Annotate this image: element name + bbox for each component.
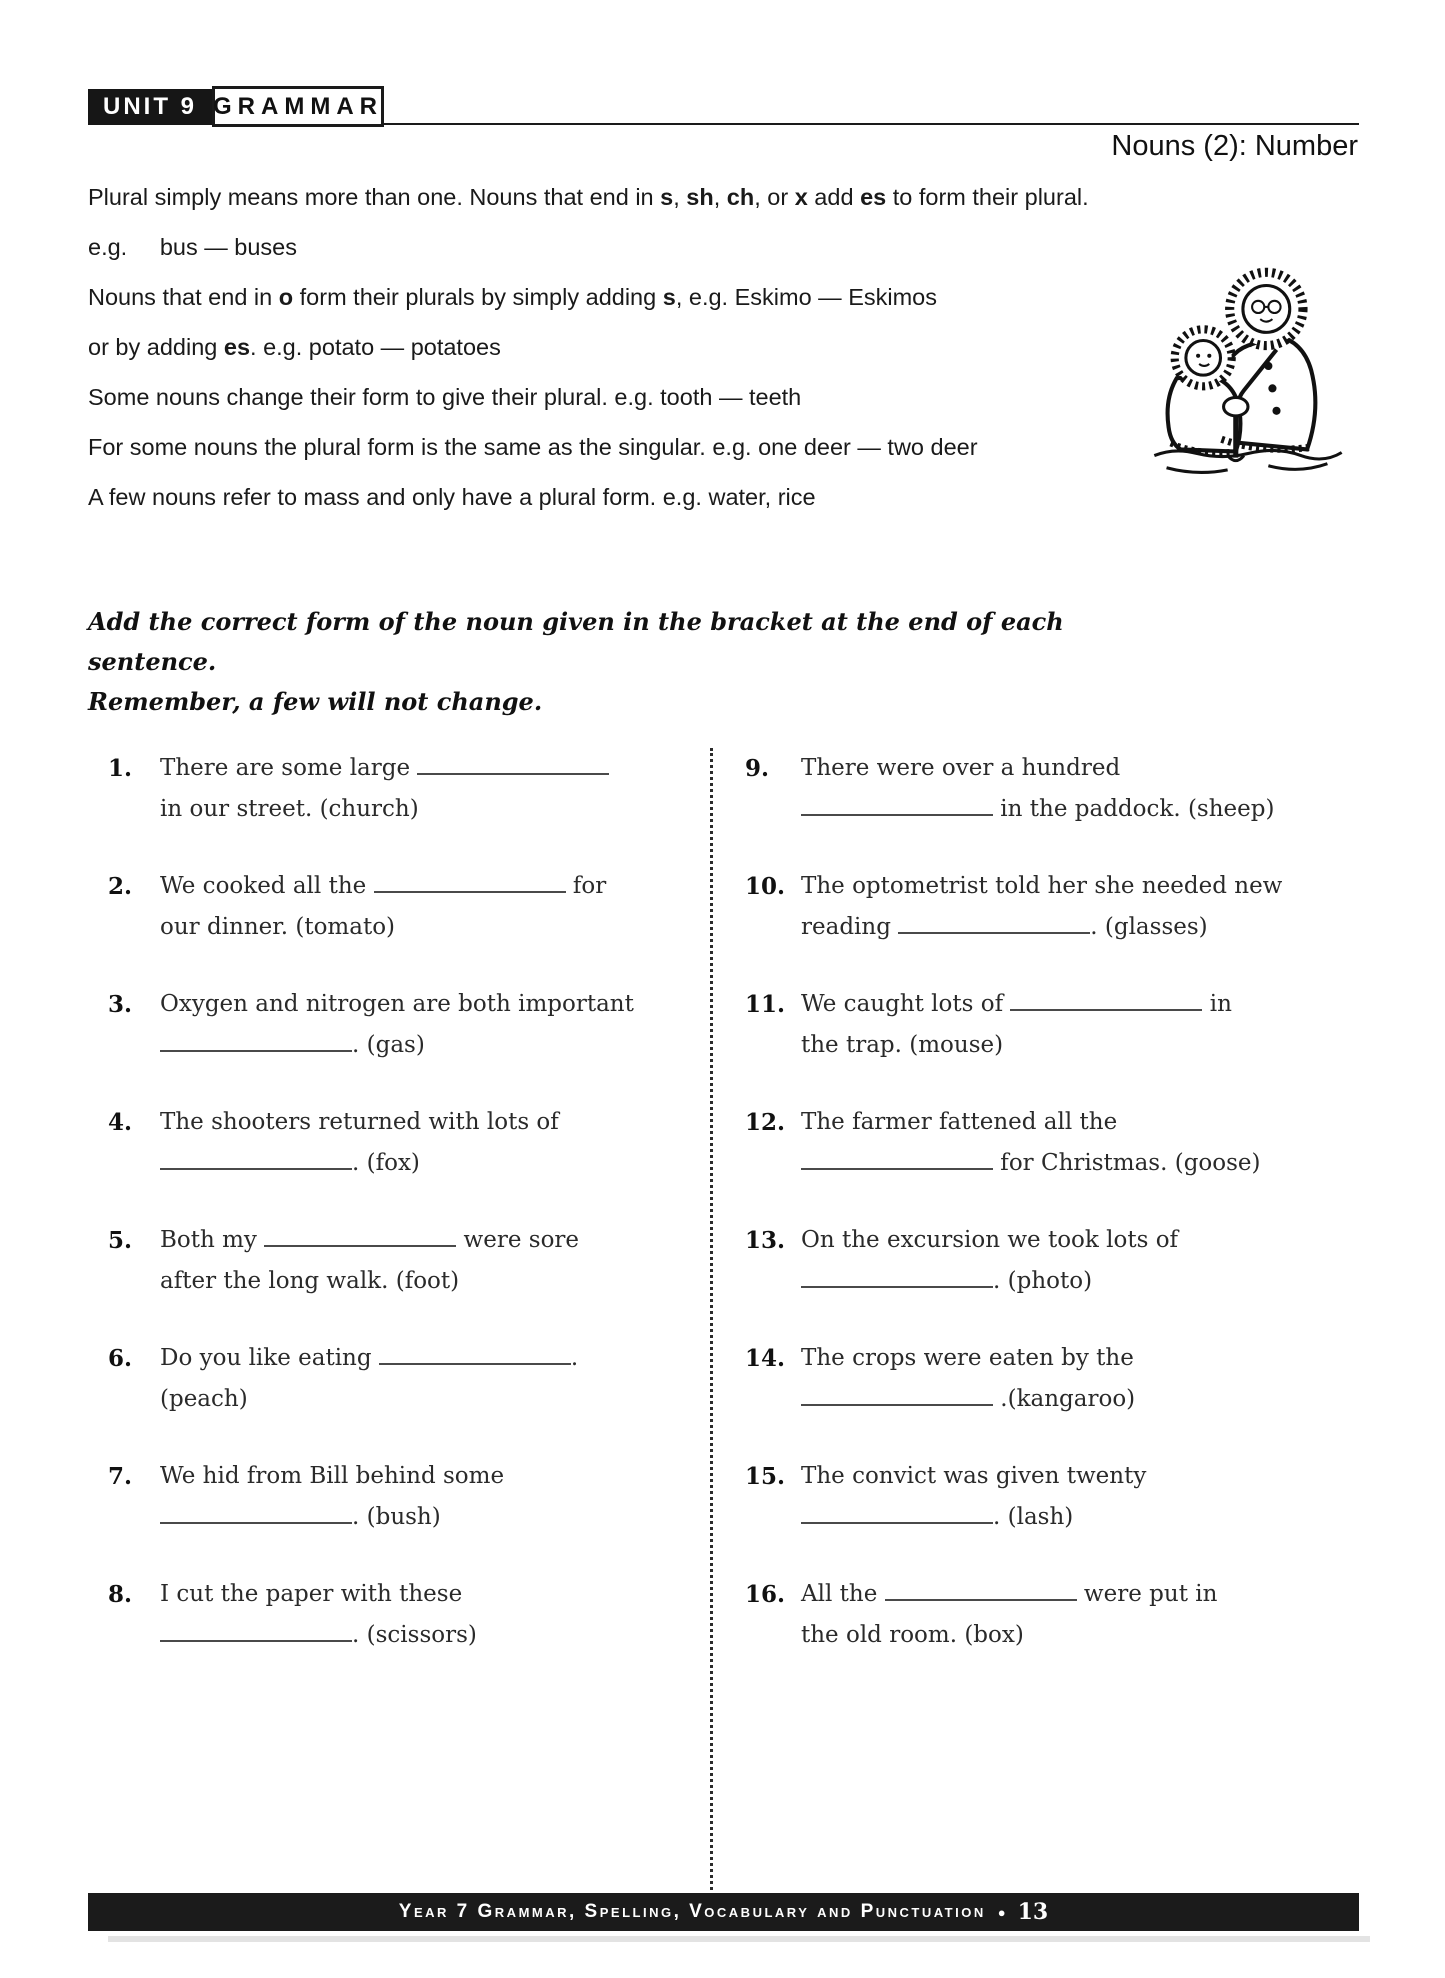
question-line: our dinner. (tomato) xyxy=(160,914,396,940)
blank-line xyxy=(801,790,993,816)
intro-line: e.g. bus — buses xyxy=(88,234,297,260)
question-item xyxy=(108,748,710,830)
questions-left xyxy=(88,748,710,1890)
question-text xyxy=(160,1574,710,1656)
question-item xyxy=(108,984,710,1066)
question-text xyxy=(801,1338,1359,1420)
question-text xyxy=(160,984,710,1066)
blank-line xyxy=(885,1575,1077,1601)
question-text xyxy=(160,748,710,830)
question-line: I cut the paper with these xyxy=(160,1581,463,1607)
blank-line xyxy=(160,1616,352,1642)
question-text xyxy=(801,984,1359,1066)
blank-line xyxy=(379,1339,571,1365)
question-line: for Christmas. (goose) xyxy=(801,1143,1359,1184)
blank-line xyxy=(801,1498,993,1524)
question-line: On the excursion we took lots of xyxy=(801,1227,1179,1253)
question-item xyxy=(108,1574,710,1656)
question-item xyxy=(745,984,1359,1066)
question-number: 4. xyxy=(108,1109,133,1136)
question-text xyxy=(160,1456,710,1538)
unit-badge: UNIT 9 xyxy=(88,89,212,125)
blank-line xyxy=(801,1262,993,1288)
question-item xyxy=(108,1338,710,1420)
question-line: . (photo) xyxy=(801,1261,1359,1302)
question-line: . (bush) xyxy=(160,1497,710,1538)
blank-line xyxy=(1010,985,1202,1011)
questions-right xyxy=(713,748,1359,1890)
footer-text: Year 7 Grammar, Spelling, Vocabulary and Punctuation xyxy=(398,1901,986,1922)
question-line: There were over a hundred xyxy=(801,755,1121,781)
instructions-line-2: Remember, a few will not change. xyxy=(88,687,543,716)
question-line: The crops were eaten by the xyxy=(801,1345,1134,1371)
question-line: the old room. (box) xyxy=(801,1622,1024,1648)
question-text xyxy=(160,1102,710,1184)
blank-line xyxy=(264,1221,456,1247)
question-text xyxy=(801,1456,1359,1538)
question-text xyxy=(160,1220,710,1302)
question-item xyxy=(745,1220,1359,1302)
question-text xyxy=(801,1574,1359,1656)
question-line: .(kangaroo) xyxy=(801,1379,1359,1420)
question-number: 13. xyxy=(745,1227,786,1254)
footer-page-number: 13 xyxy=(1017,1899,1049,1925)
intro-line: A few nouns refer to mass and only have a plural form. e.g. water, rice xyxy=(88,484,816,510)
question-line: We caught lots of in xyxy=(801,984,1359,1025)
question-text xyxy=(801,748,1359,830)
blank-line xyxy=(898,908,1090,934)
footer-shadow xyxy=(108,1936,1370,1942)
question-item xyxy=(745,866,1359,948)
question-number: 7. xyxy=(108,1463,133,1490)
questions-section xyxy=(88,748,1359,1890)
question-number: 10. xyxy=(745,873,786,900)
question-line: All the were put in xyxy=(801,1574,1359,1615)
question-item xyxy=(745,1456,1359,1538)
question-text xyxy=(801,1220,1359,1302)
question-line: the trap. (mouse) xyxy=(801,1032,1004,1058)
question-line: reading . (glasses) xyxy=(801,907,1359,948)
question-item xyxy=(108,1102,710,1184)
question-line: Oxygen and nitrogen are both important xyxy=(160,991,634,1017)
question-number: 2. xyxy=(108,873,133,900)
blank-line xyxy=(160,1144,352,1170)
question-item xyxy=(108,866,710,948)
question-number: 9. xyxy=(745,755,770,782)
instructions-line-1: Add the correct form of the noun given in the bracket at the end of each sentence. xyxy=(88,607,1064,676)
intro-line: or by adding es. e.g. potato — potatoes xyxy=(88,334,501,360)
question-line: in our street. (church) xyxy=(160,796,419,822)
question-line: in the paddock. (sheep) xyxy=(801,789,1359,830)
blank-line xyxy=(417,749,609,775)
question-line: The convict was given twenty xyxy=(801,1463,1147,1489)
eskimos-illustration xyxy=(1146,256,1350,480)
question-item xyxy=(108,1456,710,1538)
question-item xyxy=(745,1574,1359,1656)
blank-line xyxy=(374,867,566,893)
question-line: . (fox) xyxy=(160,1143,710,1184)
question-number: 8. xyxy=(108,1581,133,1608)
question-number: 5. xyxy=(108,1227,133,1254)
question-number: 3. xyxy=(108,991,133,1018)
question-line: We cooked all the for xyxy=(160,866,710,907)
intro-block xyxy=(88,182,1158,532)
question-line: The farmer fattened all the xyxy=(801,1109,1118,1135)
intro-line: Nouns that end in o form their plurals by simply adding s, e.g. Eskimo — Eskimos xyxy=(88,284,937,310)
page-title: Nouns (2): Number xyxy=(1111,130,1358,162)
question-number: 14. xyxy=(745,1345,786,1372)
question-line: (peach) xyxy=(160,1386,248,1412)
question-line: . (gas) xyxy=(160,1025,710,1066)
blank-line xyxy=(160,1498,352,1524)
blank-line xyxy=(801,1144,993,1170)
question-number: 12. xyxy=(745,1109,786,1136)
question-item xyxy=(745,1102,1359,1184)
question-item xyxy=(745,748,1359,830)
intro-line: Plural simply means more than one. Nouns that end in s, sh, ch, or x add es to form their plural. xyxy=(88,184,1089,210)
question-text xyxy=(801,1102,1359,1184)
intro-line: Some nouns change their form to give their plural. e.g. tooth — teeth xyxy=(88,384,802,410)
question-line: . (scissors) xyxy=(160,1615,710,1656)
question-text xyxy=(160,1338,710,1420)
question-item xyxy=(108,1220,710,1302)
section-badge: GRAMMAR xyxy=(212,86,384,127)
question-number: 6. xyxy=(108,1345,133,1372)
question-line: Both my were sore xyxy=(160,1220,710,1261)
question-text xyxy=(160,866,710,948)
blank-line xyxy=(801,1380,993,1406)
question-line: . (lash) xyxy=(801,1497,1359,1538)
footer-bar xyxy=(88,1893,1359,1931)
footer-bullet-icon: ● xyxy=(997,1904,1006,1920)
question-number: 11. xyxy=(745,991,786,1018)
header-band xyxy=(88,86,1359,125)
instructions xyxy=(88,602,1088,722)
question-line: The shooters returned with lots of xyxy=(160,1109,559,1135)
question-text xyxy=(801,866,1359,948)
question-line: We hid from Bill behind some xyxy=(160,1463,505,1489)
question-line: The optometrist told her she needed new xyxy=(801,873,1283,899)
question-line: after the long walk. (foot) xyxy=(160,1268,460,1294)
blank-line xyxy=(160,1026,352,1052)
question-number: 15. xyxy=(745,1463,786,1490)
question-line: Do you like eating . xyxy=(160,1338,710,1379)
question-item xyxy=(745,1338,1359,1420)
question-line: There are some large xyxy=(160,748,710,789)
intro-line: For some nouns the plural form is the same as the singular. e.g. one deer — two deer xyxy=(88,434,978,460)
question-number: 1. xyxy=(108,755,133,782)
question-number: 16. xyxy=(745,1581,786,1608)
